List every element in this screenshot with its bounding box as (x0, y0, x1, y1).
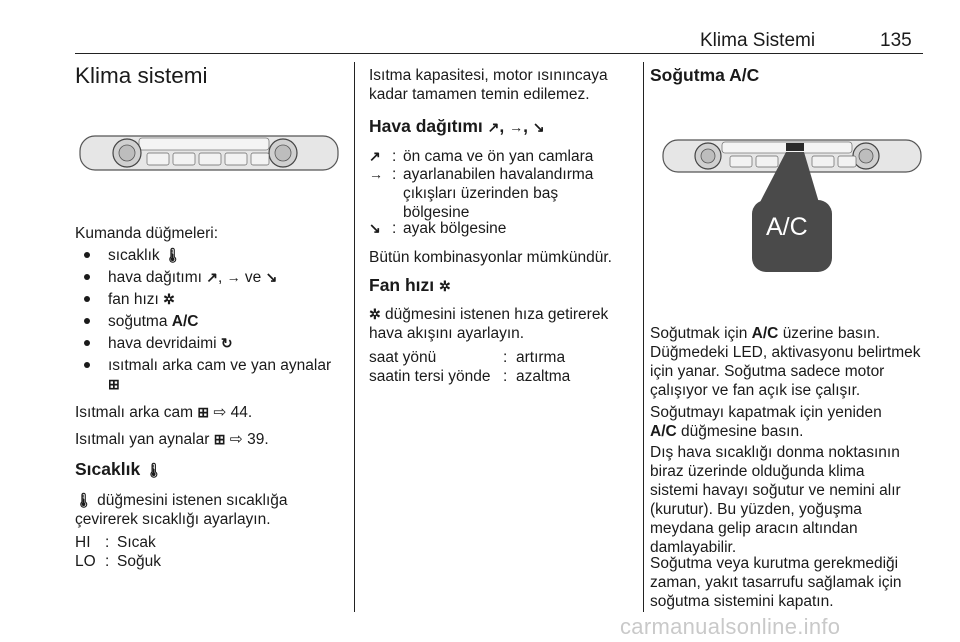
thermometer-icon: 🌡 (145, 462, 163, 478)
fan-direction-table (369, 348, 631, 388)
paragraph-text: düğmesine basın. (681, 423, 804, 440)
bullet-temperature (84, 246, 182, 265)
cooling-paragraph-3: Dış hava sıcaklığı donma noktasının biraz üzerinde olduğunda klima sistemi havayı soğutur ve nemini alır (kurutur). Bu yüzden, yoğuşma meydana gelip aracın altından damlayabilir. (650, 444, 901, 556)
windshield-air-icon: ↗ (369, 148, 381, 164)
windshield-air-icon: ↗ (487, 119, 500, 135)
foot-air-icon: ↘ (532, 119, 545, 135)
header-rule (75, 53, 923, 54)
bullet-text: ısıtmalı arka cam ve yan aynalar (108, 357, 332, 374)
page-ref-link[interactable]: 39. (247, 431, 269, 448)
table-value: ayarlanabilen havalandırma çıkışları üzerinden baş bölgesine (403, 166, 594, 221)
page-ref-link[interactable]: 44. (230, 404, 253, 421)
bullet-text: hava devridaimi (108, 335, 217, 352)
heading-text: Hava dağıtımı (369, 116, 483, 136)
cooling-heading: Soğutma A/C (650, 65, 760, 85)
fan-icon: ✲ (439, 278, 451, 294)
joiner: , (217, 269, 223, 286)
fan-icon: ✲ (163, 291, 175, 307)
rear-window-ref (75, 403, 252, 422)
bullet-fan (84, 290, 175, 309)
table-key: LO (75, 553, 96, 570)
table-value: ön cama ve ön yan camlara (403, 148, 594, 165)
vent-air-icon: → (509, 119, 524, 135)
bullet-text: soğutma (108, 313, 168, 330)
ac-callout-label: A/C (766, 213, 808, 241)
column-divider-2 (643, 62, 644, 612)
bullet-dot (84, 340, 90, 346)
rear-defrost-icon: ⊞ (213, 431, 226, 447)
paragraph-text: üzerine basın. Düğmedeki LED, aktivasyonu belirtmek için yanar. Soğutma sadece motor çalışıyor ve fan açık ise çalışır. (650, 325, 921, 399)
table-value: ayak bölgesine (403, 220, 507, 237)
section-heading: Klima sistemi (75, 63, 208, 88)
table-sep: : (392, 220, 397, 237)
joiner: ve (244, 269, 262, 286)
temperature-heading (75, 460, 163, 480)
heading-text: Sıcaklık (75, 459, 141, 479)
rear-defrost-icon: ⊞ (108, 376, 120, 392)
table-sep: : (105, 553, 110, 570)
vent-air-icon: → (226, 269, 241, 285)
bullet-cooling (84, 312, 198, 331)
header-title: Klima Sistemi (700, 30, 816, 51)
table-key: saat yönü (369, 349, 437, 366)
column-divider-1 (354, 62, 355, 612)
table-sep: : (392, 166, 397, 183)
windshield-air-icon: ↗ (206, 269, 218, 285)
bullet-dot (84, 252, 90, 258)
bullet-text: fan hızı (108, 291, 159, 308)
heating-capacity-note: Isıtma kapasitesi, motor ısınıncaya kadar tamamen temin edilemez. (369, 67, 608, 103)
ref-text: Isıtmalı arka cam (75, 404, 193, 421)
table-value: artırma (516, 349, 566, 366)
vent-air-icon: → (369, 166, 383, 182)
arrow-icon: ⇨ (213, 404, 227, 421)
paragraph-text: Soğutmayı kapatmak için yeniden (650, 404, 882, 421)
table-value: Soğuk (117, 553, 161, 570)
combinations-note: Bütün kombinasyonlar mümkündür. (369, 249, 612, 266)
thermometer-icon: 🌡 (164, 247, 182, 263)
paragraph-text: düğmesini istenen sıcaklığa çevirerek sıcaklığı ayarlayın. (75, 492, 288, 528)
ac-label: A/C (171, 313, 199, 330)
table-value: Sıcak (117, 534, 156, 551)
arrow-icon: ⇨ (229, 431, 243, 448)
controls-intro: Kumanda düğmeleri: (75, 225, 219, 242)
bullet-dot (84, 318, 90, 324)
ac-label: A/C (650, 423, 677, 440)
fan-icon: ✲ (369, 306, 381, 322)
cooling-paragraph-2 (650, 403, 912, 441)
ref-text: Isıtmalı yan aynalar (75, 431, 210, 448)
watermark: carmanualsonline.info (620, 614, 841, 639)
bullet-recirculation (84, 334, 233, 353)
table-value: azaltma (516, 368, 571, 385)
recirculation-icon: ↻ (220, 335, 233, 351)
air-distribution-table (369, 147, 631, 237)
bullet-dot (84, 296, 90, 302)
ac-button-illustration (662, 132, 924, 280)
paragraph-text: düğmesini istenen hıza getirerek hava akışını ayarlayın. (369, 306, 609, 342)
paragraph-text: Soğutmak için (650, 325, 748, 342)
bullet-dot (84, 362, 90, 368)
rear-defrost-icon: ⊞ (197, 404, 210, 420)
table-sep: : (503, 349, 508, 366)
fan-speed-heading (369, 276, 451, 296)
bullet-air-distribution (84, 268, 277, 287)
cooling-paragraph-4: Soğutma veya kurutma gerekmediği zaman, yakıt tasarrufu sağlamak için soğutma sistemini kapatın. (650, 555, 902, 610)
table-sep: : (105, 534, 110, 551)
climate-control-panel-image (79, 128, 341, 178)
air-distribution-heading: Hava dağıtımı ↗, →, ↘ (369, 116, 545, 136)
bullet-dot (84, 274, 90, 280)
foot-air-icon: ↘ (265, 269, 278, 285)
page-number: 135 (880, 30, 912, 51)
thermometer-icon: 🌡 (75, 492, 93, 508)
bullet-text: hava dağıtımı (108, 269, 202, 286)
cooling-paragraph-1 (650, 324, 928, 400)
bullet-text: sıcaklık (108, 247, 160, 264)
table-key: HI (75, 534, 91, 551)
side-mirrors-ref (75, 430, 269, 449)
table-key: saatin tersi yönde (369, 368, 491, 385)
heading-text: Fan hızı (369, 275, 435, 295)
fan-paragraph (369, 305, 631, 343)
table-sep: : (392, 148, 397, 165)
temperature-table (75, 533, 275, 573)
bullet-heated-rear (84, 356, 344, 394)
temperature-paragraph (75, 491, 337, 529)
foot-air-icon: ↘ (369, 220, 381, 236)
table-sep: : (503, 368, 508, 385)
ac-label: A/C (751, 325, 779, 342)
